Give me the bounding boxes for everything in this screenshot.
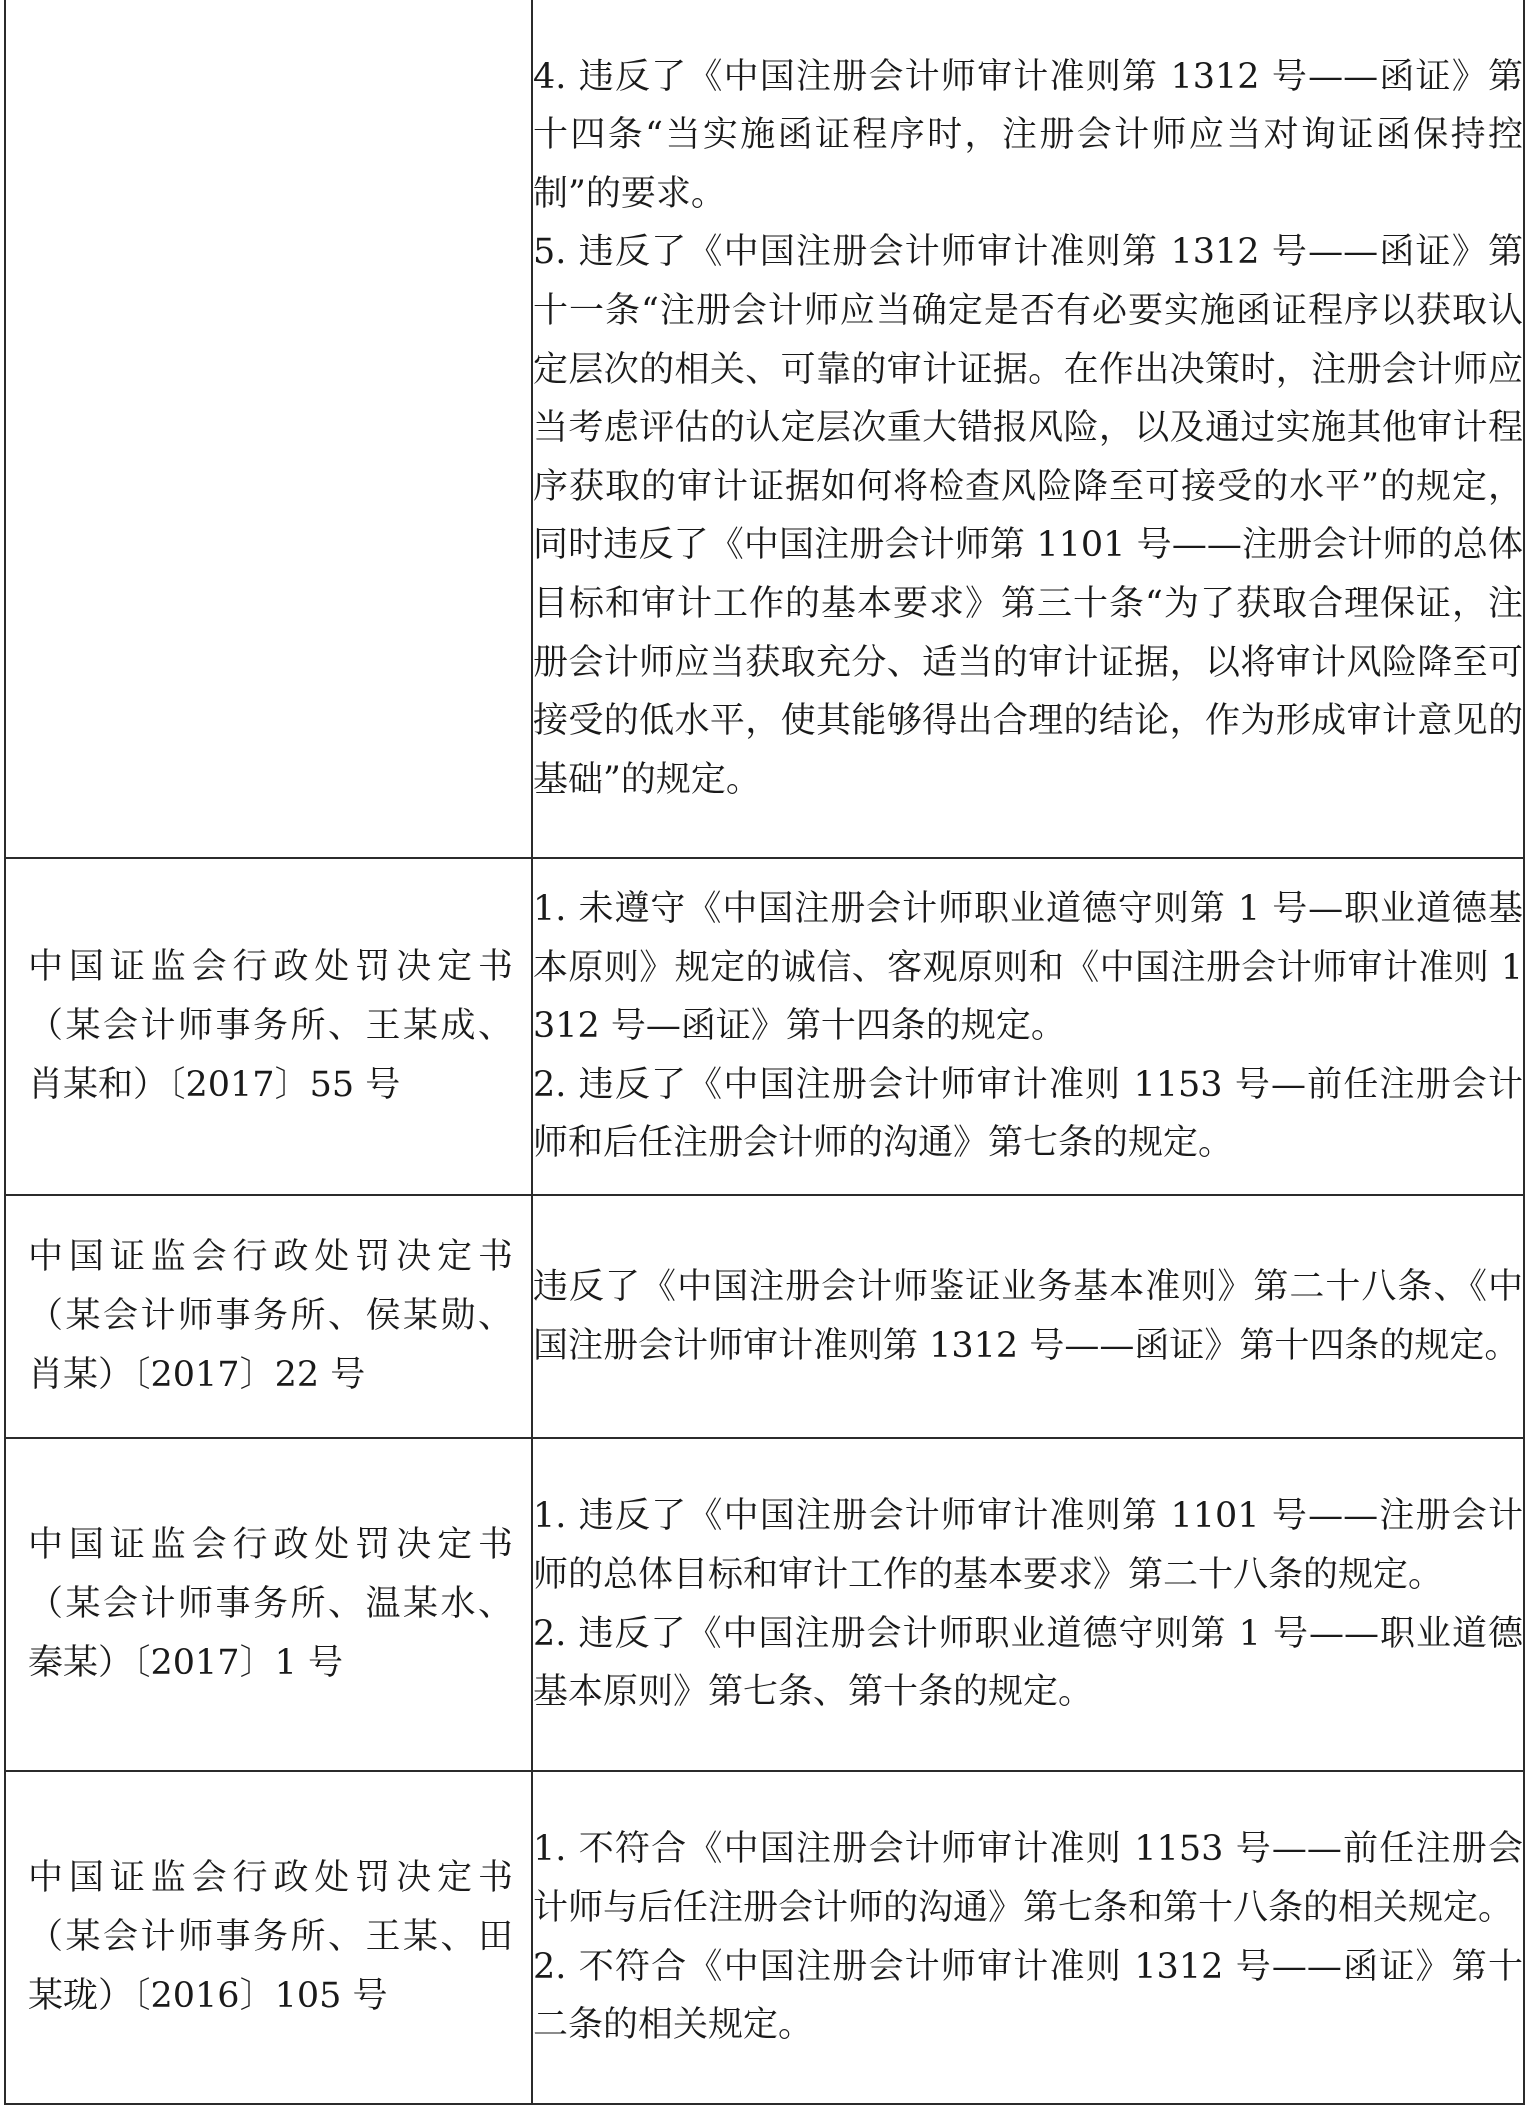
decision-cell <box>5 858 532 1195</box>
violation-item: 4. 违反了《中国注册会计师审计准则第 1312 号——函证》第十四条“当实施函证程序时，注册会计师应当对询证函保持控制”的要求。 <box>533 56 1523 214</box>
violation-cell <box>532 858 1524 1195</box>
decision-cell <box>5 0 532 858</box>
penalty-table <box>4 0 1525 2105</box>
decision-text: 中国证监会行政处罚决定书（某会计师事务所、侯某勋、肖某）〔2017〕22 号 <box>28 1237 513 1395</box>
decision-text: 中国证监会行政处罚决定书（某会计师事务所、温某水、秦某）〔2017〕1 号 <box>28 1525 513 1683</box>
violation-item: 违反了《中国注册会计师鉴证业务基本准则》第二十八条、《中国注册会计师审计准则第 1312 号——函证》第十四条的规定。 <box>533 1266 1523 1366</box>
violation-item: 2. 违反了《中国注册会计师审计准则 1153 号—前任注册会计师和后任注册会计师的沟通》第七条的规定。 <box>533 1064 1523 1164</box>
violation-item: 2. 违反了《中国注册会计师职业道德守则第 1 号——职业道德基本原则》第七条、第十条的规定。 <box>533 1613 1523 1713</box>
violation-item: 2. 不符合《中国注册会计师审计准则 1312 号——函证》第十二条的相关规定。 <box>533 1946 1523 2046</box>
violation-cell <box>532 1195 1524 1438</box>
table-row <box>5 1438 1524 1771</box>
table-row <box>5 1771 1524 2104</box>
decision-cell <box>5 1771 532 2104</box>
table-row <box>5 1195 1524 1438</box>
table-row <box>5 858 1524 1195</box>
violation-cell <box>532 1438 1524 1771</box>
violation-item: 1. 不符合《中国注册会计师审计准则 1153 号——前任注册会计师与后任注册会计师的沟通》第七条和第十八条的相关规定。 <box>533 1829 1523 1928</box>
decision-cell <box>5 1195 532 1438</box>
violation-cell <box>532 1771 1524 2104</box>
violation-item: 1. 未遵守《中国注册会计师职业道德守则第 1 号—职业道德基本原则》规定的诚信、客观原则和《中国注册会计师审计准则 1312 号—函证》第十四条的规定。 <box>533 889 1523 1047</box>
decision-cell <box>5 1438 532 1771</box>
violation-item: 5. 违反了《中国注册会计师审计准则第 1312 号——函证》第十一条“注册会计师应当确定是否有必要实施函证程序以获取认定层次的相关、可靠的审计证据。在作出决策时，注册会计师应当考虑评估的认定层次重大错报风险，以及通过实施其他审计程序获取的审计证据如何将检查风险降至可接受的水平”的规定，同时违反了《中国注册会计师第 1101 号——注册会计师的总体目标和审计工作的基本要求》第三十条“为了获取合理保证，注册会计师应当获取充分、适当的审计证据，以将审计风险降至可接受的低水平，使其能够得出合理的结论，作为形成审计意见的基础”的规定。 <box>533 232 1523 800</box>
decision-text: 中国证监会行政处罚决定书（某会计师事务所、王某成、肖某和）〔2017〕55 号 <box>28 947 513 1105</box>
violation-item: 1. 违反了《中国注册会计师审计准则第 1101 号——注册会计师的总体目标和审计工作的基本要求》第二十八条的规定。 <box>533 1496 1523 1595</box>
decision-text: 中国证监会行政处罚决定书（某会计师事务所、王某、田某珑）〔2016〕105 号 <box>28 1858 513 2016</box>
violation-cell <box>532 0 1524 858</box>
table-row <box>5 0 1524 858</box>
